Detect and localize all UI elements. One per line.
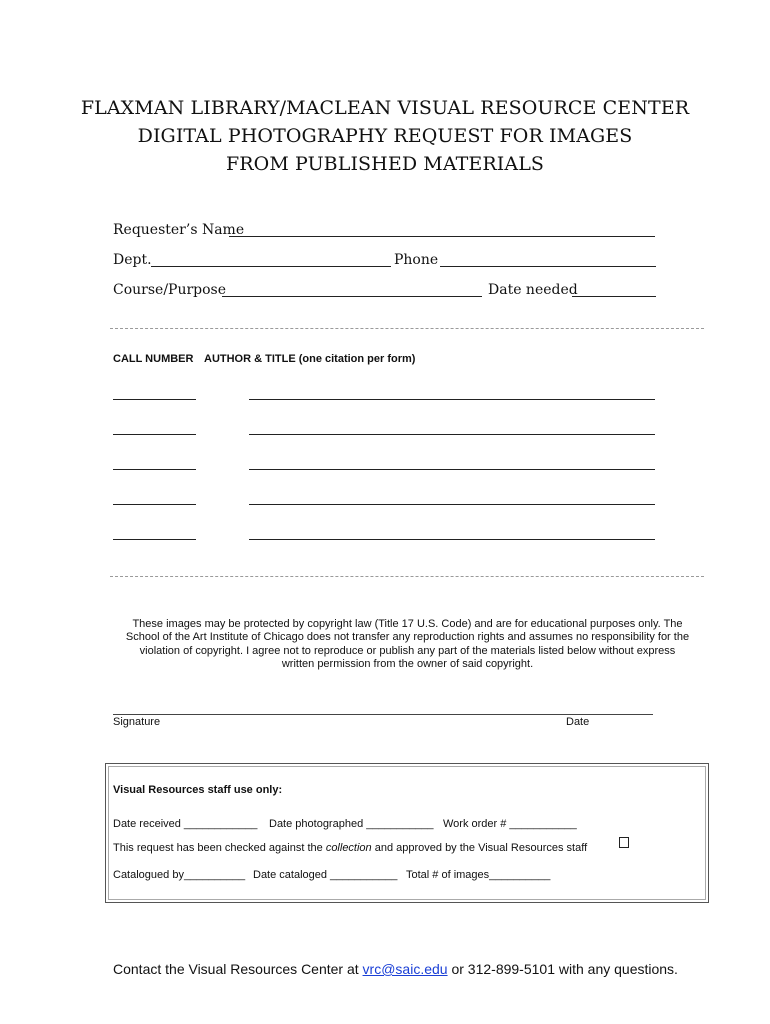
author-title-field[interactable] <box>249 469 655 470</box>
call-number-header: CALL NUMBER <box>113 353 194 365</box>
author-title-field[interactable] <box>249 434 655 435</box>
call-number-field[interactable] <box>113 504 196 505</box>
approval-statement <box>113 842 587 854</box>
course-purpose-label: Course/Purpose <box>113 282 227 298</box>
form-title-line-1: FLAXMAN LIBRARY/MACLEAN VISUAL RESOURCE CENTER <box>80 97 690 119</box>
contact-line <box>113 961 678 977</box>
form-title-line-2: DIGITAL PHOTOGRAPHY REQUEST FOR IMAGES <box>137 125 633 147</box>
signature-field[interactable] <box>113 714 653 715</box>
date-photographed-field[interactable]: Date photographed ___________ <box>269 818 434 830</box>
copyright-line: written permission from the owner of said copyright. <box>281 658 534 671</box>
dept-label: Dept. <box>113 252 152 268</box>
call-number-field[interactable] <box>113 469 196 470</box>
course-purpose-field[interactable] <box>222 296 482 297</box>
date-received-field[interactable]: Date received ____________ <box>113 818 258 830</box>
requester-name-label: Requester’s Name <box>113 222 245 238</box>
call-number-field[interactable] <box>113 434 196 435</box>
form-title-line-3: FROM PUBLISHED MATERIALS <box>225 153 545 175</box>
copyright-line: These images may be protected by copyright law (Title 17 U.S. Code) and are for educational purposes only. The <box>132 618 683 630</box>
contact-suffix: or 312-899-5101 with any questions. <box>447 961 678 977</box>
contact-email-link[interactable]: vrc@saic.edu <box>362 961 448 977</box>
approval-collection: collection <box>325 842 372 854</box>
approval-suffix: and approved by the Visual Resources staff <box>371 842 588 854</box>
copyright-notice <box>100 618 715 672</box>
section-divider-bottom <box>110 576 704 577</box>
date-cataloged-field[interactable]: Date cataloged ___________ <box>253 869 398 881</box>
approval-checkbox[interactable] <box>619 837 629 848</box>
author-title-field[interactable] <box>249 399 655 400</box>
author-title-field[interactable] <box>249 539 655 540</box>
work-order-field[interactable]: Work order # ___________ <box>443 818 577 830</box>
contact-prefix: Contact the Visual Resources Center at <box>113 961 363 977</box>
date-needed-field[interactable] <box>572 296 656 297</box>
approval-prefix: This request has been checked against the <box>113 842 326 854</box>
date-needed-label: Date needed <box>488 282 578 298</box>
staff-use-heading: Visual Resources staff use only: <box>113 784 283 796</box>
signature-date-label: Date <box>566 716 590 728</box>
copyright-line: violation of copyright. I agree not to reproduce or publish any part of the materials listed below without express <box>139 644 676 657</box>
phone-label: Phone <box>394 252 439 268</box>
signature-label: Signature <box>113 716 161 728</box>
section-divider-top <box>110 328 704 329</box>
total-images-field[interactable]: Total # of images__________ <box>406 869 551 881</box>
author-title-header: AUTHOR & TITLE (one citation per form) <box>204 353 416 365</box>
call-number-field[interactable] <box>113 399 196 400</box>
requester-name-field[interactable] <box>229 236 655 237</box>
call-number-field[interactable] <box>113 539 196 540</box>
dept-field[interactable] <box>151 266 391 267</box>
phone-field[interactable] <box>440 266 656 267</box>
author-title-field[interactable] <box>249 504 655 505</box>
copyright-line: School of the Art Institute of Chicago does not transfer any reproduction rights and assumes no responsibility for the <box>125 631 690 644</box>
catalogued-by-field[interactable]: Catalogued by__________ <box>113 869 246 881</box>
